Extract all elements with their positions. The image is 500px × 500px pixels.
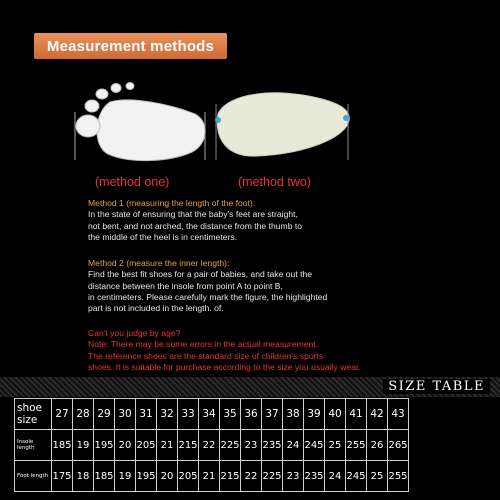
table-cell: 225 [220,430,241,461]
table-cell: 23 [283,461,304,492]
method-1-line: not bent, and not arched, the distance from the thumb to [88,220,303,231]
table-cell: 36 [241,399,262,430]
size-table [14,398,409,492]
table-cell: 24 [325,461,346,492]
method-1-heading: Method 1 (measuring the length of the foot): [88,198,256,208]
table-cell: 38 [283,399,304,430]
table-cell: 205 [178,461,199,492]
table-cell: 39 [304,399,325,430]
footprint-figure [70,82,210,170]
insole-length-row [15,430,409,461]
method-1-line: the middle of the heel is in centimeters. [88,231,238,242]
table-cell: 26 [367,430,388,461]
table-cell: 265 [388,430,409,461]
table-cell: 35 [220,399,241,430]
table-cell: 18 [73,461,94,492]
method-two-caption: (method two) [238,175,311,189]
table-cell: 185 [52,430,73,461]
toe-2 [85,100,99,112]
point-b-marker [343,115,349,121]
table-cell: 42 [367,399,388,430]
table-cell: 33 [178,399,199,430]
table-cell: 185 [94,461,115,492]
page-title: Measurement methods [46,37,215,55]
table-cell: 22 [241,461,262,492]
method-2-line: distance between the insole from point A to point B, [88,280,283,291]
table-cell: 19 [115,461,136,492]
table-cell: 195 [136,461,157,492]
table-cell: 175 [52,461,73,492]
toe-4 [111,84,121,93]
size-table-bar [0,377,500,397]
table-cell: 23 [241,430,262,461]
table-cell: 31 [136,399,157,430]
table-cell: 235 [262,430,283,461]
insole-figure [208,84,356,168]
method-one-caption: (method one) [95,175,170,189]
method-2-line: in centimeters. Please carefully mark the figure, the highlighted [88,291,328,302]
table-cell: 27 [52,399,73,430]
note-text [88,328,488,373]
table-cell: 20 [115,430,136,461]
table-cell: 25 [325,430,346,461]
table-cell: 29 [94,399,115,430]
table-cell: 215 [178,430,199,461]
row-label: Insole length [15,430,52,461]
method-2-text [88,258,488,314]
note-line: Can't you judge by age? [88,328,181,338]
shoe-size-row [15,399,409,430]
table-cell: 235 [304,461,325,492]
note-line: The reference shoes are the standard size of children's sports [88,350,324,361]
method-1-line: In the state of ensuring that the baby's feet are straight, [88,209,298,220]
size-table-label: SIZE TABLE [383,379,490,394]
method-2-line: Find the best fit shoes for a pair of babies, and take out the [88,269,313,280]
table-cell: 21 [157,430,178,461]
toe-1 [76,115,100,137]
table-cell: 205 [136,430,157,461]
table-cell: 24 [283,430,304,461]
foot-length-row [15,461,409,492]
table-cell: 30 [115,399,136,430]
table-cell: 37 [262,399,283,430]
title-banner [34,33,227,59]
toe-5 [126,83,134,90]
note-line: shoes. It is suitable for purchase according to the size you usually wear. [88,361,361,372]
footprint-sole [97,100,205,161]
table-cell: 34 [199,399,220,430]
table-cell: 255 [346,430,367,461]
method-2-line: part is not included in the length. of. [88,303,224,314]
table-cell: 40 [325,399,346,430]
table-cell: 25 [367,461,388,492]
table-cell: 255 [388,461,409,492]
method-1-text [88,198,488,243]
table-cell: 28 [73,399,94,430]
table-cell: 245 [304,430,325,461]
table-cell: 22 [199,430,220,461]
table-cell: 41 [346,399,367,430]
toe-3 [96,89,108,99]
table-cell: 195 [94,430,115,461]
table-cell: 19 [73,430,94,461]
table-cell: 32 [157,399,178,430]
table-cell: 20 [157,461,178,492]
row-label: Foot length [15,461,52,492]
table-cell: 21 [199,461,220,492]
table-cell: 225 [262,461,283,492]
table-cell: 43 [388,399,409,430]
method-2-heading: Method 2 (measure the inner length): [88,258,230,268]
table-cell: 245 [346,461,367,492]
point-a-marker [215,117,221,123]
row-label: shoe size [15,399,52,430]
table-cell: 215 [220,461,241,492]
note-line: Note: There may be some errors in the actual measurement. [88,339,319,350]
insole-shape [217,93,349,156]
